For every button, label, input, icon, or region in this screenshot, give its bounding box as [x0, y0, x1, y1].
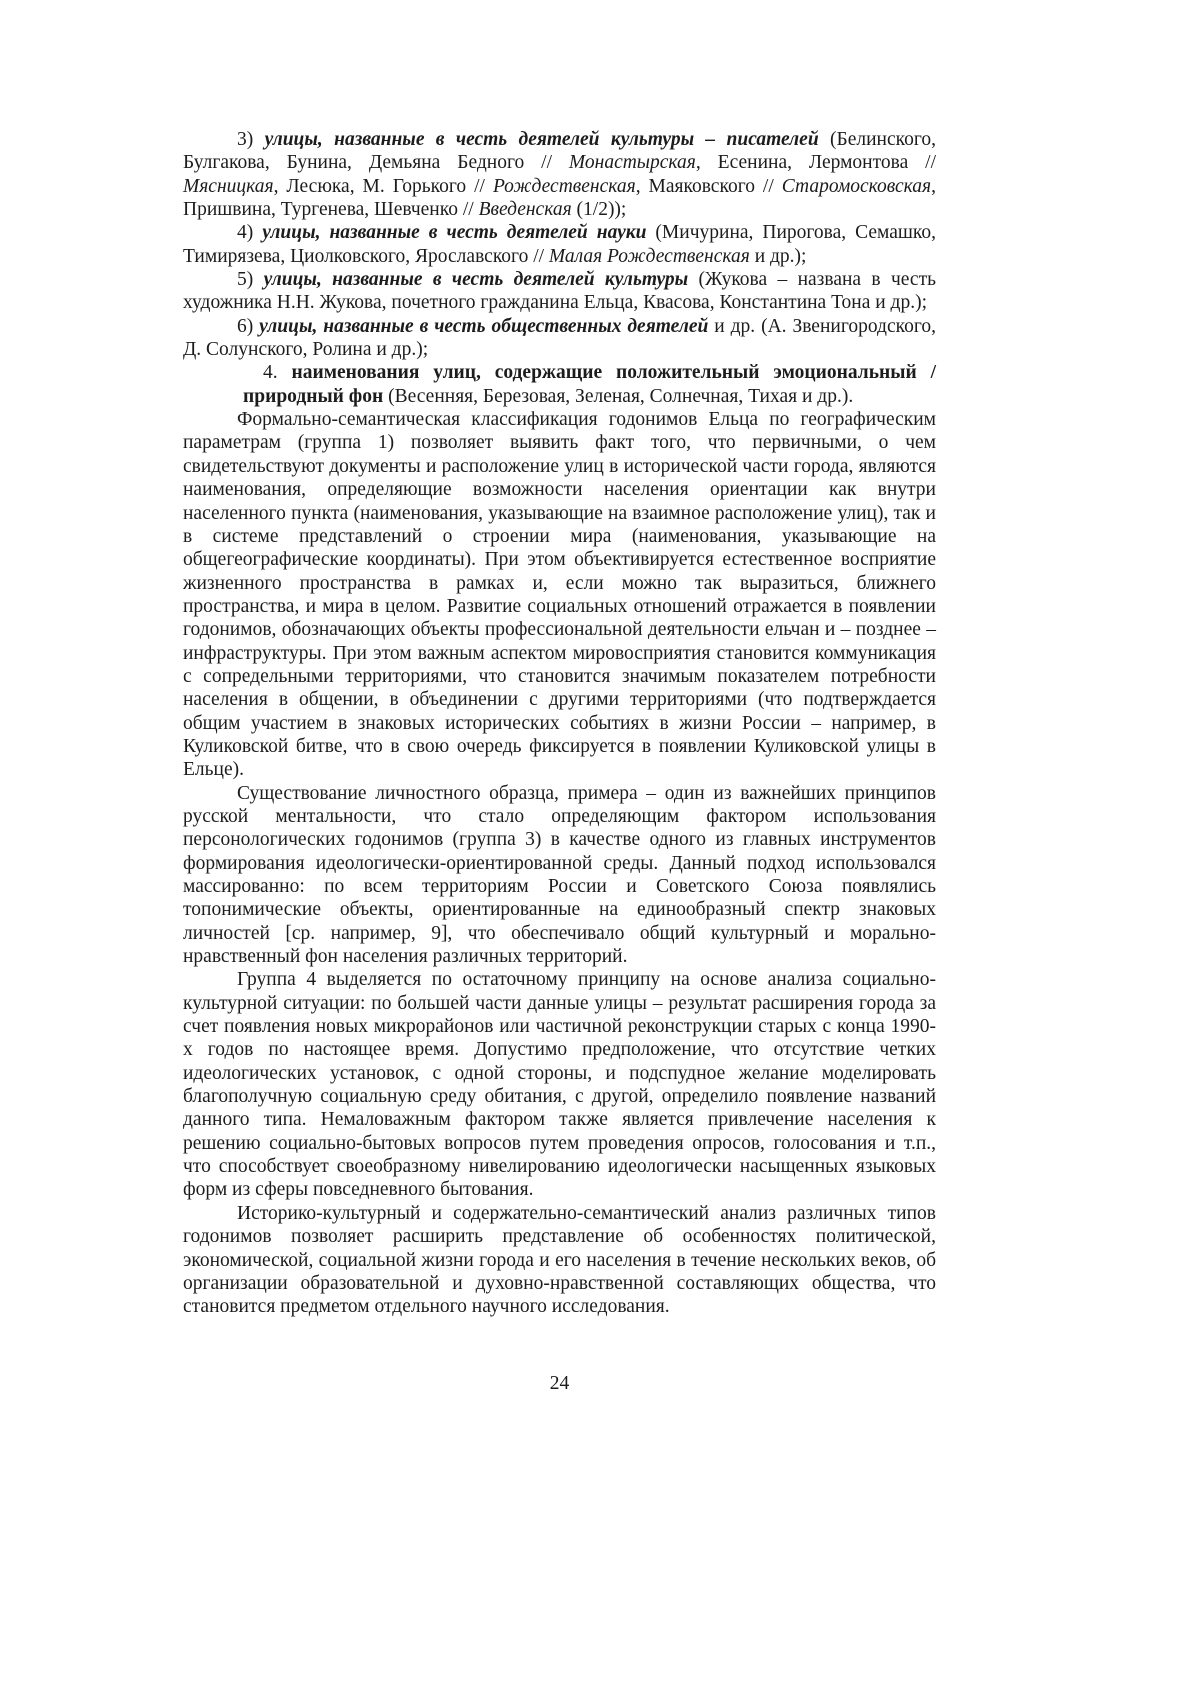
paragraph-para-formal-semantic	[183, 408, 936, 782]
text-run: улицы, названные в честь деятелей культуры	[263, 269, 689, 291]
text-run: Малая Рождественская	[548, 245, 750, 267]
text-run: и др. (А. Звенигородского, Д. Солунского, Ролина и др.);	[183, 315, 936, 361]
text-run: (1/2));	[571, 199, 627, 221]
text-run: , Пришвина, Тургенева, Шевченко //	[183, 175, 936, 221]
text-run: Группа 4 выделяется по остаточному принципу на основе анализа социально-культурной ситуации: по большей части данные улицы – результат расширения города за счет появления новых микрорайонов или частичной реконструкции старых с конца 1990-х годов по настоящее время. Допустимо предположение, что отсутствие четких идеологических установок, с одной стороны, и подспудное желание моделировать благополучную социальную среду обитания, с другой, определило появление названий данного типа. Немаловажным фактором также является привлечение населения к решению социально-бытовых вопросов путем проведения опросов, голосования и т.п., что способствует своеобразному нивелированию идеологически насыщенных языковых форм из сферы повседневного бытования.	[183, 969, 936, 1201]
paragraph-para-group-4	[183, 968, 936, 1201]
text-run: улицы, названные в честь общественных деятелей	[259, 315, 709, 337]
text-run: , Маяковского //	[635, 175, 782, 197]
text-block	[183, 128, 936, 1319]
text-run: (Мичурина, Пирогова, Семашко, Тимирязева, Циолковского, Ярославского //	[183, 222, 937, 267]
text-run: Существование личностного образца, примера – один из важнейших принципов русской ментальности, что стало определяющим фактором использования персонологических годонимов (группа 3) в качестве одного из главных инструментов формирования идеологически-ориентированной среды. Данный подход использовался массированно: по всем территориям России и Советского Союза появлялись топонимические объекты, ориентированные на единообразный спектр знаковых личностей [ср. например, 9], что обеспечивало общий культурный и морально-нравственный фон населения различных территорий.	[183, 782, 936, 968]
text-run: 4)	[237, 222, 263, 244]
text-run: 4.	[263, 362, 292, 384]
text-run: (Жукова – названа в честь художника Н.Н. Жукова, почетного гражданина Ельца, Квасова, Константина Тона и др.);	[183, 269, 936, 314]
paragraph-heading-4	[243, 361, 936, 408]
text-run: , Есенина, Лермонтова //	[695, 152, 937, 174]
text-run: , Лесюка, М. Горького //	[273, 175, 493, 197]
text-run: улицы, названные в честь деятелей культуры – писателей	[264, 129, 819, 150]
paragraph-item-6	[183, 315, 936, 362]
paragraph-item-4	[183, 221, 936, 268]
text-run: Формально-семантическая классификация годонимов Ельца по географическим параметрам (группа 1) позволяет выявить факт того, что первичными, о чем свидетельствуют документы и расположение улиц в исторической части города, являются наименования, определяющие возможности населения ориентации как внутри населенного пункта (наименования, указывающие на взаимное расположение улиц), так и в системе представлений о строении мира (наименования, указывающие на общегеографические координаты). При этом объективируется естественное восприятие жизненного пространства в рамках и, если можно так выразиться, ближнего пространства, и мира в целом. Развитие социальных отношений отражается в появлении годонимов, обозначающих объекты профессиональной деятельности ельчан и – позднее – инфраструктуры. При этом важным аспектом мировосприятия становится коммуникация с сопредельными территориями, что становится значимым показателем потребности населения в общении, в объединении с другими территориями (что подтверждается общим участием в знаковых исторических событиях в жизни России – например, в Куликовской битве, что в свою очередь фиксируется в появлении Куликовской улицы в Ельце).	[183, 409, 936, 781]
text-run: наименования улиц, содержащие положительный эмоциональный / природный фон	[243, 362, 936, 407]
text-run: Мясницкая	[183, 175, 274, 197]
text-run: 6)	[237, 315, 260, 337]
text-run: 3)	[237, 129, 265, 150]
paragraph-para-historical-cultural	[183, 1202, 936, 1319]
text-run: (Весенняя, Березовая, Зеленая, Солнечная, Тихая и др.).	[383, 385, 854, 407]
paragraph-para-personal-model	[183, 782, 936, 969]
text-run: Историко-культурный и содержательно-семантический анализ различных типов годонимов позволяет расширить представление об особенностях политической, экономической, социальной жизни города и его населения в течение нескольких веков, об организации образовательной и духовно-нравственной составляющих общества, что становится предметом отдельного научного исследования.	[183, 1202, 936, 1318]
text-run: Рождественская	[492, 175, 636, 197]
paragraph-item-3	[183, 128, 936, 221]
page-number: 24	[549, 1373, 570, 1394]
text-run: и др.);	[749, 245, 807, 267]
text-run: 5)	[237, 269, 264, 291]
text-run: (Белинского, Булгакова, Бунина, Демьяна Бедного //	[183, 129, 936, 174]
text-run: улицы, названные в честь деятелей науки	[262, 222, 647, 244]
paragraph-item-5	[183, 268, 936, 315]
text-run: Введенская	[478, 199, 572, 221]
text-run: Монастырская	[568, 152, 696, 174]
text-run: Старомосковская	[781, 175, 932, 197]
